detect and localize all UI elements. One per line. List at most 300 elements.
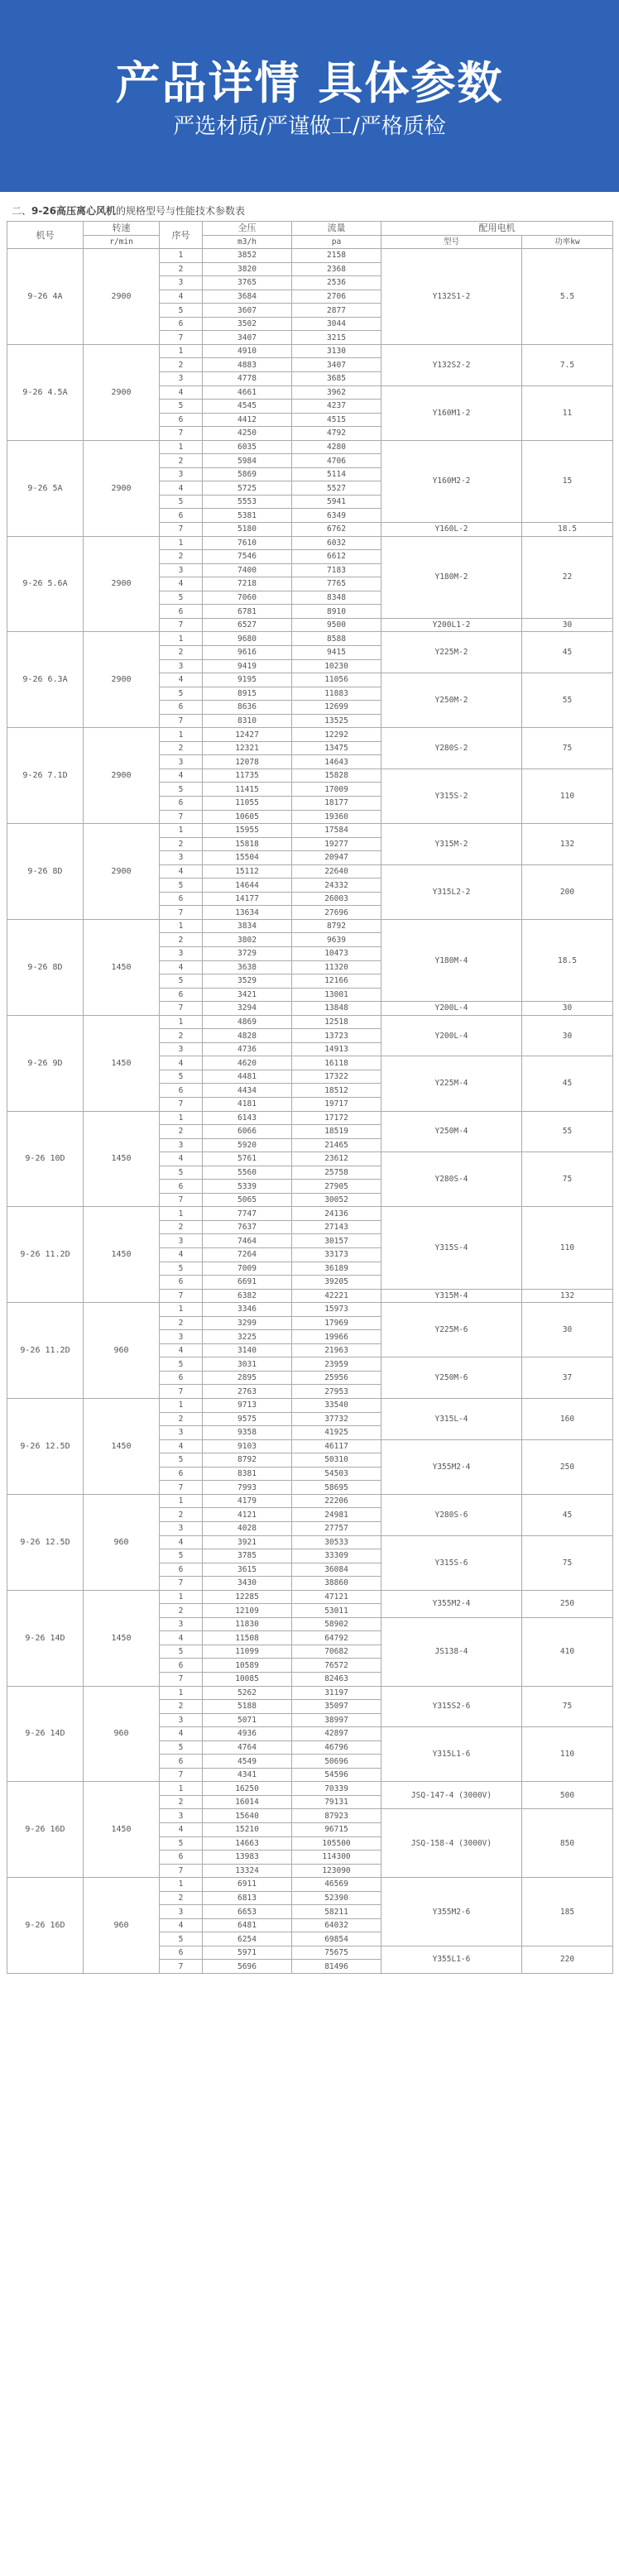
pressure-cell: 4736 (203, 1042, 292, 1056)
flow-cell: 19966 (292, 1330, 381, 1344)
pressure-cell: 4869 (203, 1015, 292, 1029)
pressure-cell: 7610 (203, 536, 292, 550)
seq-cell: 3 (160, 1138, 203, 1152)
spec-table (7, 221, 613, 1974)
flow-cell: 16118 (292, 1056, 381, 1070)
flow-cell: 70682 (292, 1645, 381, 1659)
motor-model-cell: Y160M2-2 (381, 440, 522, 522)
motor-model-cell: Y160L-2 (381, 523, 522, 537)
flow-cell: 27696 (292, 906, 381, 920)
seq-cell: 5 (160, 879, 203, 893)
seq-cell: 3 (160, 1330, 203, 1344)
flow-cell: 64792 (292, 1631, 381, 1645)
flow-cell: 4237 (292, 400, 381, 414)
pressure-cell: 4549 (203, 1755, 292, 1769)
pressure-cell: 3407 (203, 331, 292, 345)
flow-cell: 41925 (292, 1426, 381, 1440)
seq-cell: 7 (160, 1289, 203, 1303)
seq-cell: 5 (160, 400, 203, 414)
pressure-cell: 6035 (203, 440, 292, 454)
seq-cell: 2 (160, 1700, 203, 1714)
seq-cell: 7 (160, 523, 203, 537)
motor-model-cell: JS138-4 (381, 1617, 522, 1686)
flow-cell: 12699 (292, 701, 381, 715)
flow-cell: 46796 (292, 1740, 381, 1755)
pressure-cell: 13634 (203, 906, 292, 920)
flow-cell: 58695 (292, 1481, 381, 1495)
fan-model-cell: 9-26 4A (7, 249, 84, 345)
table-row (7, 1686, 613, 1700)
seq-cell: 4 (160, 1056, 203, 1070)
flow-cell: 14913 (292, 1042, 381, 1056)
seq-cell: 4 (160, 1727, 203, 1741)
pressure-cell: 6691 (203, 1276, 292, 1290)
flow-cell: 27143 (292, 1220, 381, 1234)
pressure-cell: 3421 (203, 988, 292, 1002)
pressure-cell: 6813 (203, 1891, 292, 1905)
fan-model-cell: 9-26 12.5D (7, 1494, 84, 1590)
pressure-cell: 14663 (203, 1836, 292, 1851)
pressure-cell: 8792 (203, 1453, 292, 1468)
pressure-cell: 5971 (203, 1946, 292, 1960)
seq-cell: 2 (160, 262, 203, 276)
pressure-cell: 3802 (203, 933, 292, 947)
seq-cell: 7 (160, 331, 203, 345)
pressure-cell: 9419 (203, 659, 292, 673)
caption-product-name: 9-26高压离心风机 (31, 205, 117, 217)
pressure-cell: 7264 (203, 1248, 292, 1262)
header-motor-model: 型号 (381, 235, 522, 249)
seq-cell: 4 (160, 673, 203, 687)
motor-power-cell: 200 (522, 864, 613, 919)
pressure-cell: 13324 (203, 1864, 292, 1878)
seq-cell: 3 (160, 467, 203, 481)
table-row (7, 1111, 613, 1125)
flow-cell: 31197 (292, 1686, 381, 1700)
flow-cell: 13848 (292, 1002, 381, 1016)
flow-cell: 52390 (292, 1891, 381, 1905)
speed-cell: 1450 (84, 919, 160, 1015)
speed-cell: 2900 (84, 249, 160, 345)
pressure-cell: 7400 (203, 563, 292, 577)
motor-model-cell: Y180M-4 (381, 919, 522, 1001)
seq-cell: 4 (160, 1152, 203, 1166)
seq-cell: 5 (160, 591, 203, 605)
motor-power-cell: 7.5 (522, 344, 613, 385)
seq-cell: 1 (160, 919, 203, 933)
banner-title: 产品详情 具体参数 (115, 57, 504, 109)
seq-cell: 6 (160, 1180, 203, 1194)
seq-cell: 4 (160, 1918, 203, 1932)
caption-rest: 的规格型号与性能技术参数表 (116, 205, 246, 217)
fan-model-cell: 9-26 9D (7, 1015, 84, 1111)
pressure-cell: 3529 (203, 974, 292, 989)
flow-cell: 18512 (292, 1084, 381, 1098)
seq-cell: 5 (160, 783, 203, 797)
pressure-cell: 3430 (203, 1577, 292, 1591)
pressure-cell: 12109 (203, 1604, 292, 1618)
pressure-cell: 7637 (203, 1220, 292, 1234)
pressure-cell: 3031 (203, 1357, 292, 1372)
table-row (7, 1878, 613, 1892)
flow-cell: 96715 (292, 1822, 381, 1836)
seq-cell: 4 (160, 1439, 203, 1453)
motor-model-cell: Y315S-4 (381, 1207, 522, 1289)
seq-cell: 1 (160, 1015, 203, 1029)
pressure-cell: 4661 (203, 385, 292, 400)
flow-cell: 27757 (292, 1521, 381, 1535)
seq-cell: 7 (160, 1098, 203, 1112)
pressure-cell: 16014 (203, 1795, 292, 1809)
seq-cell: 5 (160, 1836, 203, 1851)
seq-cell: 7 (160, 1864, 203, 1878)
flow-cell: 54596 (292, 1768, 381, 1782)
pressure-cell: 5696 (203, 1960, 292, 1974)
table-row (7, 1303, 613, 1317)
pressure-cell: 2763 (203, 1385, 292, 1399)
motor-power-cell: 110 (522, 768, 613, 823)
motor-model-cell: Y315M-2 (381, 824, 522, 865)
flow-cell: 11320 (292, 960, 381, 974)
flow-cell: 3685 (292, 372, 381, 386)
seq-cell: 1 (160, 536, 203, 550)
motor-model-cell: JSQ-147-4 (3000V) (381, 1782, 522, 1809)
flow-cell: 13001 (292, 988, 381, 1002)
motor-power-cell: 250 (522, 1590, 613, 1617)
flow-cell: 12166 (292, 974, 381, 989)
seq-cell: 2 (160, 741, 203, 755)
flow-cell: 23959 (292, 1357, 381, 1372)
motor-model-cell: Y315S-6 (381, 1535, 522, 1590)
seq-cell: 4 (160, 1343, 203, 1357)
seq-cell: 1 (160, 344, 203, 358)
motor-power-cell: 45 (522, 632, 613, 673)
flow-cell: 64032 (292, 1918, 381, 1932)
flow-cell: 24332 (292, 879, 381, 893)
pressure-cell: 3785 (203, 1549, 292, 1563)
header-flow: 流量 (292, 222, 381, 236)
pressure-cell: 5188 (203, 1700, 292, 1714)
flow-cell: 10230 (292, 659, 381, 673)
pressure-cell: 3225 (203, 1330, 292, 1344)
table-row (7, 1494, 613, 1508)
seq-cell: 3 (160, 1905, 203, 1919)
seq-cell: 3 (160, 563, 203, 577)
seq-cell: 5 (160, 1549, 203, 1563)
flow-cell: 27905 (292, 1180, 381, 1194)
flow-cell: 24981 (292, 1508, 381, 1522)
table-row (7, 1782, 613, 1796)
flow-cell: 7183 (292, 563, 381, 577)
fan-model-cell: 9-26 14D (7, 1590, 84, 1686)
seq-cell: 1 (160, 1111, 203, 1125)
table-row (7, 1207, 613, 1221)
motor-model-cell: Y200L-4 (381, 1015, 522, 1056)
pressure-cell: 5920 (203, 1138, 292, 1152)
flow-cell: 14643 (292, 755, 381, 769)
pressure-cell: 9575 (203, 1412, 292, 1426)
header-pressure-unit: m3/h (203, 235, 292, 249)
table-row (7, 919, 613, 933)
motor-power-cell: 15 (522, 440, 613, 522)
pressure-cell: 10589 (203, 1659, 292, 1673)
flow-cell: 7765 (292, 577, 381, 591)
flow-cell: 19360 (292, 810, 381, 824)
pressure-cell: 6911 (203, 1878, 292, 1892)
motor-model-cell: Y250M-2 (381, 673, 522, 728)
motor-power-cell: 75 (522, 1535, 613, 1590)
pressure-cell: 12321 (203, 741, 292, 755)
pressure-cell: 6066 (203, 1125, 292, 1139)
pressure-cell: 15955 (203, 824, 292, 838)
seq-cell: 6 (160, 1946, 203, 1960)
pressure-cell: 10605 (203, 810, 292, 824)
flow-cell: 3215 (292, 331, 381, 345)
flow-cell: 123090 (292, 1864, 381, 1878)
speed-cell: 960 (84, 1494, 160, 1590)
table-caption (12, 203, 619, 218)
table-row (7, 728, 613, 742)
speed-cell: 1450 (84, 1207, 160, 1303)
seq-cell: 4 (160, 1822, 203, 1836)
seq-cell: 6 (160, 701, 203, 715)
motor-model-cell: JSQ-158-4 (3000V) (381, 1809, 522, 1878)
flow-cell: 9639 (292, 933, 381, 947)
flow-cell: 19277 (292, 837, 381, 851)
pressure-cell: 12285 (203, 1590, 292, 1604)
seq-cell: 1 (160, 1207, 203, 1221)
flow-cell: 25956 (292, 1371, 381, 1385)
pressure-cell: 3294 (203, 1002, 292, 1016)
seq-cell: 2 (160, 1508, 203, 1522)
flow-cell: 13525 (292, 714, 381, 728)
pressure-cell: 5262 (203, 1686, 292, 1700)
pressure-cell: 3607 (203, 304, 292, 318)
pressure-cell: 3299 (203, 1316, 292, 1330)
seq-cell: 6 (160, 605, 203, 619)
motor-power-cell: 110 (522, 1727, 613, 1782)
speed-cell: 1450 (84, 1399, 160, 1495)
flow-cell: 13475 (292, 741, 381, 755)
pressure-cell: 11830 (203, 1617, 292, 1631)
seq-cell: 4 (160, 1535, 203, 1549)
seq-cell: 2 (160, 1220, 203, 1234)
table-row (7, 249, 613, 263)
motor-model-cell: Y280S-4 (381, 1152, 522, 1207)
seq-cell: 4 (160, 768, 203, 783)
motor-power-cell: 132 (522, 1289, 613, 1303)
flow-cell: 35097 (292, 1700, 381, 1714)
motor-model-cell: Y355M2-6 (381, 1878, 522, 1946)
pressure-cell: 6382 (203, 1289, 292, 1303)
pressure-cell: 5560 (203, 1166, 292, 1180)
seq-cell: 7 (160, 618, 203, 632)
seq-cell: 3 (160, 1809, 203, 1823)
seq-cell: 7 (160, 1577, 203, 1591)
flow-cell: 25758 (292, 1166, 381, 1180)
pressure-cell: 9680 (203, 632, 292, 646)
table-row (7, 344, 613, 358)
motor-power-cell: 75 (522, 728, 613, 769)
pressure-cell: 13983 (203, 1851, 292, 1865)
flow-cell: 8588 (292, 632, 381, 646)
seq-cell: 2 (160, 1604, 203, 1618)
motor-power-cell: 500 (522, 1782, 613, 1809)
seq-cell: 7 (160, 1672, 203, 1686)
motor-model-cell: Y315M-4 (381, 1289, 522, 1303)
pressure-cell: 5065 (203, 1193, 292, 1207)
seq-cell: 4 (160, 1631, 203, 1645)
pressure-cell: 4179 (203, 1494, 292, 1508)
flow-cell: 4515 (292, 413, 381, 427)
pressure-cell: 3346 (203, 1303, 292, 1317)
pressure-cell: 3834 (203, 919, 292, 933)
table-row (7, 1015, 613, 1029)
flow-cell: 6349 (292, 509, 381, 523)
flow-cell: 114300 (292, 1851, 381, 1865)
table-row (7, 1399, 613, 1413)
seq-cell: 5 (160, 1453, 203, 1468)
seq-cell: 7 (160, 906, 203, 920)
pressure-cell: 12078 (203, 755, 292, 769)
seq-cell: 5 (160, 1166, 203, 1180)
seq-cell: 5 (160, 687, 203, 701)
flow-cell: 3130 (292, 344, 381, 358)
flow-cell: 23612 (292, 1152, 381, 1166)
flow-cell: 30157 (292, 1234, 381, 1248)
seq-cell: 2 (160, 1316, 203, 1330)
pressure-cell: 14644 (203, 879, 292, 893)
pressure-cell: 4250 (203, 427, 292, 441)
pressure-cell: 6143 (203, 1111, 292, 1125)
motor-power-cell: 250 (522, 1439, 613, 1494)
flow-cell: 11056 (292, 673, 381, 687)
flow-cell: 21465 (292, 1138, 381, 1152)
seq-cell: 4 (160, 1248, 203, 1262)
seq-cell: 1 (160, 1399, 203, 1413)
spec-table-body (7, 249, 613, 1974)
pressure-cell: 4778 (203, 372, 292, 386)
fan-model-cell: 9-26 6.3A (7, 632, 84, 728)
flow-cell: 37732 (292, 1412, 381, 1426)
seq-cell: 6 (160, 317, 203, 331)
motor-power-cell: 220 (522, 1946, 613, 1973)
flow-cell: 42897 (292, 1727, 381, 1741)
seq-cell: 6 (160, 1851, 203, 1865)
fan-model-cell: 9-26 10D (7, 1111, 84, 1207)
flow-cell: 15828 (292, 768, 381, 783)
seq-cell: 5 (160, 974, 203, 989)
motor-power-cell: 850 (522, 1809, 613, 1878)
pressure-cell: 9616 (203, 645, 292, 659)
motor-model-cell: Y132S2-2 (381, 344, 522, 385)
flow-cell: 13723 (292, 1029, 381, 1043)
pressure-cell: 4620 (203, 1056, 292, 1070)
flow-cell: 3407 (292, 358, 381, 372)
motor-power-cell: 132 (522, 824, 613, 865)
fan-model-cell: 9-26 5A (7, 440, 84, 536)
motor-power-cell: 11 (522, 385, 613, 440)
flow-cell: 11883 (292, 687, 381, 701)
speed-cell: 2900 (84, 824, 160, 920)
seq-cell: 2 (160, 1412, 203, 1426)
speed-cell: 2900 (84, 536, 160, 632)
seq-cell: 4 (160, 577, 203, 591)
motor-model-cell: Y280S-6 (381, 1494, 522, 1535)
seq-cell: 1 (160, 1303, 203, 1317)
motor-model-cell: Y250M-4 (381, 1111, 522, 1152)
pressure-cell: 4936 (203, 1727, 292, 1741)
flow-cell: 8910 (292, 605, 381, 619)
motor-model-cell: Y225M-6 (381, 1303, 522, 1357)
fan-model-cell: 9-26 8D (7, 824, 84, 920)
motor-model-cell: Y132S1-2 (381, 249, 522, 345)
pressure-cell: 3615 (203, 1563, 292, 1577)
pressure-cell: 8381 (203, 1467, 292, 1481)
flow-cell: 2877 (292, 304, 381, 318)
seq-cell: 4 (160, 290, 203, 304)
motor-power-cell: 55 (522, 1111, 613, 1152)
speed-cell: 2900 (84, 632, 160, 728)
seq-cell: 5 (160, 495, 203, 509)
motor-model-cell: Y315S2-6 (381, 1686, 522, 1727)
pressure-cell: 5725 (203, 481, 292, 496)
flow-cell: 75675 (292, 1946, 381, 1960)
flow-cell: 38860 (292, 1577, 381, 1591)
seq-cell: 3 (160, 372, 203, 386)
flow-cell: 19717 (292, 1098, 381, 1112)
pressure-cell: 6481 (203, 1918, 292, 1932)
flow-cell: 4280 (292, 440, 381, 454)
pressure-cell: 6254 (203, 1932, 292, 1946)
flow-cell: 33309 (292, 1549, 381, 1563)
seq-cell: 5 (160, 1740, 203, 1755)
motor-power-cell: 45 (522, 1056, 613, 1111)
seq-cell: 3 (160, 1713, 203, 1727)
flow-cell: 54503 (292, 1467, 381, 1481)
pressure-cell: 2895 (203, 1371, 292, 1385)
motor-model-cell: Y355M2-4 (381, 1590, 522, 1617)
motor-model-cell: Y180M-2 (381, 536, 522, 618)
pressure-cell: 16250 (203, 1782, 292, 1796)
pressure-cell: 4481 (203, 1070, 292, 1084)
seq-cell: 1 (160, 1782, 203, 1796)
table-row (7, 824, 613, 838)
pressure-cell: 4764 (203, 1740, 292, 1755)
caption-prefix: 二、 (12, 205, 32, 217)
pressure-cell: 8636 (203, 701, 292, 715)
seq-cell: 3 (160, 1042, 203, 1056)
speed-cell: 2900 (84, 440, 160, 536)
flow-cell: 3044 (292, 317, 381, 331)
speed-cell: 960 (84, 1686, 160, 1782)
flow-cell: 22640 (292, 864, 381, 879)
table-row (7, 536, 613, 550)
header-seq: 序号 (160, 222, 203, 249)
pressure-cell: 15112 (203, 864, 292, 879)
seq-cell: 2 (160, 645, 203, 659)
flow-cell: 5941 (292, 495, 381, 509)
flow-cell: 79131 (292, 1795, 381, 1809)
pressure-cell: 5071 (203, 1713, 292, 1727)
motor-model-cell: Y200L1-2 (381, 618, 522, 632)
speed-cell: 1450 (84, 1015, 160, 1111)
seq-cell: 2 (160, 1125, 203, 1139)
motor-power-cell: 110 (522, 1207, 613, 1289)
flow-cell: 9415 (292, 645, 381, 659)
flow-cell: 4706 (292, 454, 381, 468)
seq-cell: 1 (160, 1686, 203, 1700)
